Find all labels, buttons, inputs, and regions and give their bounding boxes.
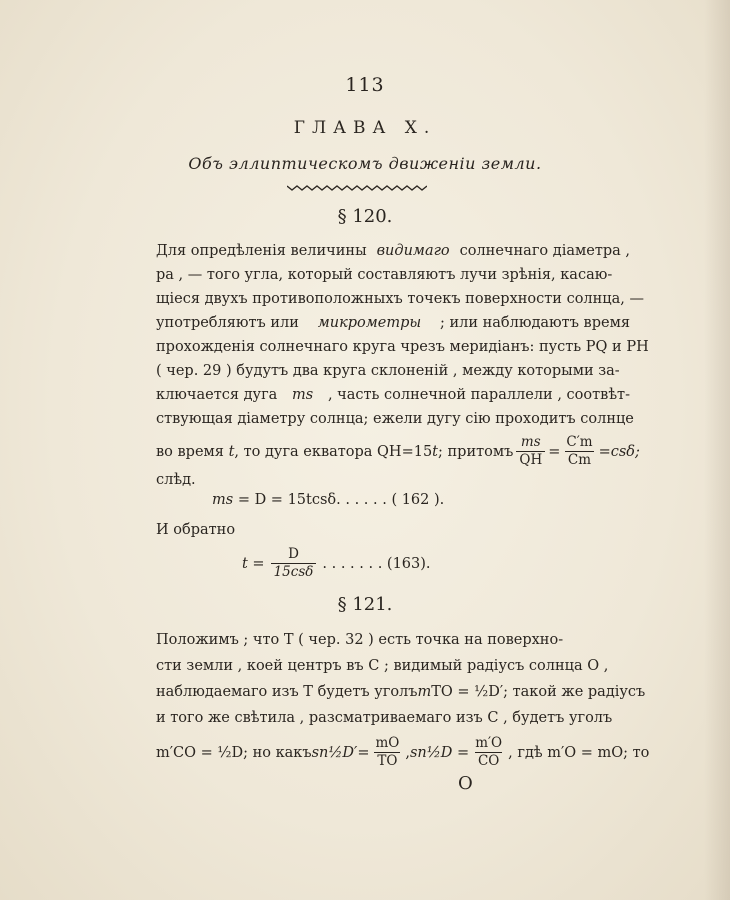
text-line: ствующая діаметру солнца; ежели дугу сію проходитъ солнце: [156, 411, 634, 427]
text-line: и того же свѣтила , разсматриваемаго изъ C , будетъ уголъ: [156, 710, 613, 726]
text-line: слѣд.: [156, 472, 196, 488]
section-header-121: § 121.: [337, 594, 393, 615]
fraction: $\frac{mO}{TO}$: [375, 735, 400, 769]
equation-163: t = $\frac{D}{\text{15csδ}}$ . . . . . . . (163).: [242, 546, 431, 580]
page-number: 113: [345, 74, 385, 96]
catchword: O: [458, 773, 473, 794]
chapter-subtitle: Объ эллиптическомъ движеніи земли.: [188, 154, 542, 173]
fraction: $\frac{m'O}{CO}$: [475, 735, 503, 769]
text-line: щіеся двухъ противоположныхъ точекъ поверхности солнца, —: [156, 291, 644, 307]
fraction: $\frac{D}{\text{15csδ}}$: [271, 546, 317, 581]
text-line: употребляютъ или микрометры ; или наблюдаютъ время: [156, 315, 630, 331]
text-line: Для опредѣленія величины видимаго солнечнаго діаметра ,: [156, 243, 630, 259]
fraction: $\frac{C'm}{Cm}$: [566, 434, 593, 468]
text-line-with-fractions: m′CO = ½D; но какъ sn½D′= $\frac{mO}{TO}$ , sn½D = $\frac{m'O}{CO}$ , гдѣ m′O = mO; то: [156, 735, 650, 769]
section-header-120: § 120.: [337, 206, 393, 227]
text-line: И обратно: [156, 522, 236, 538]
chapter-title: ГЛАВА X.: [293, 118, 437, 138]
text-line: прохожденія солнечнаго круга чрезъ меридіанъ: пусть PQ и PH: [156, 339, 649, 355]
fraction: $\frac{ms}{QH}$: [516, 434, 545, 469]
text-line: сти земли , коей центръ въ C ; видимый радіусъ солнца O ,: [156, 658, 609, 674]
ornament-divider: [287, 183, 427, 193]
equation-162: ms = D = 15tcsδ. . . . . . ( 162 ).: [212, 492, 445, 508]
text-line: Положимъ ; что T ( чер. 32 ) есть точка на поверхно-: [156, 632, 564, 648]
text-line: ра , — того угла, который составляютъ лучи зрѣнія, касаю-: [156, 267, 613, 283]
text-line-with-fractions: во время t, то дуга екватора QH=15t; притомъ $\frac{ms}{QH}$ = $\frac{C'm}{Cm}$ =csδ;: [156, 434, 640, 468]
text-line: ( чер. 29 ) будутъ два круга склоненій , между которыми за-: [156, 363, 620, 379]
text-line: ключается дуга ms , часть солнечной параллели , соотвѣт-: [156, 387, 630, 403]
text-line: наблюдаемаго изъ T будетъ уголъ mTO = ½D′; такой же радіусъ: [156, 684, 646, 700]
